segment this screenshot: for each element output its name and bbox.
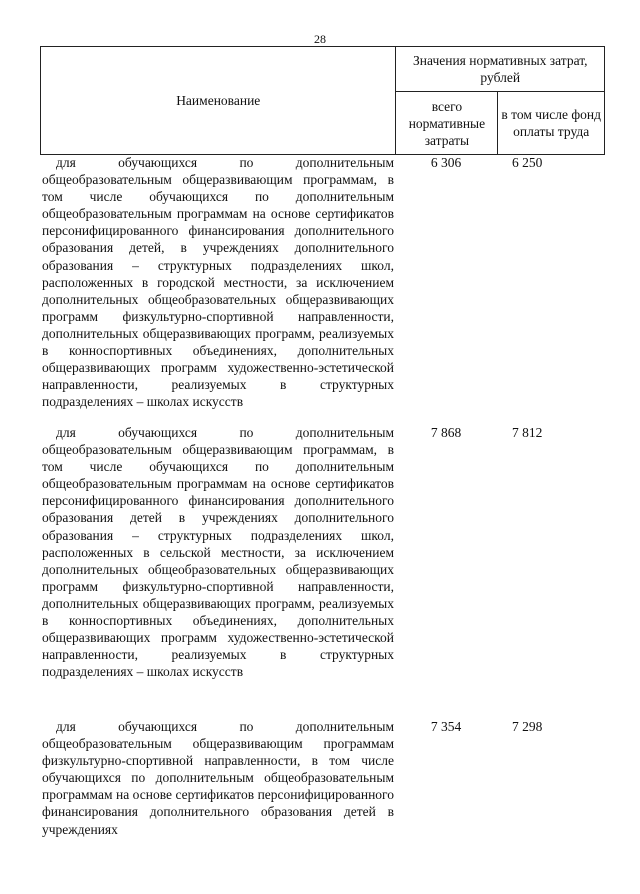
row-fund-value: 6 250 — [512, 155, 543, 170]
row-name-text: для обучающихся по дополнительным общеобразовательным общеразвивающим программам физкультурно-спортивной направленности, в том числе обучающихся по дополнительным общеобразовательным программам на основе сертификатов персонифицированного финансирования дополнительного образования детей в учреждениях — [42, 719, 394, 837]
column-header-name: Наименование — [41, 47, 396, 155]
column-header-values: Значения нормативных затрат, рублей — [396, 47, 605, 92]
row-fund-value: 7 298 — [512, 719, 543, 734]
row-name — [42, 424, 394, 680]
row-name-text: для обучающихся по дополнительным общеобразовательным общеразвивающим программам, в том числе обучающихся по дополнительным общеобразовательным программам на основе сертификатов персонифицированного финансирования дополнительного образования детей, в учреждениях дополнительного образования – структурных подразделениях школ, расположенных в городской местности, за исключением дополнительных общеобразовательных общеразвивающих программ физкультурно-спортивной направленности, дополнительных общеразвивающих программ, реализуемых в конноспортивных объединениях, дополнительных общеразвивающих программ художественно-эстетической направленности, реализуемых в структурных подразделениях – школах искусств — [42, 155, 394, 410]
row-total-value: 7 354 — [430, 719, 462, 734]
row-total-value: 7 868 — [430, 425, 462, 440]
row-name-text: для обучающихся по дополнительным общеобразовательным общеразвивающим программам, в том числе обучающихся по дополнительным общеобразовательным программам на основе сертификатов персонифицированного финансирования дополнительного образования детей в учреждениях дополнительного образования – структурных подразделениях школ, расположенных в сельской местности, за исключением дополнительных общеобразовательных общеразвивающих программ физкультурно-спортивной направленности, дополнительных общеразвивающих программ, реализуемых в конноспортивных объединениях, дополнительных общеразвивающих программ художественно-эстетической направленности, реализуемых в структурных подразделениях – школах искусств — [42, 425, 394, 680]
page-number: 28 — [314, 32, 326, 46]
row-name — [42, 718, 394, 838]
column-header-total: всего нормативные затраты — [396, 92, 498, 155]
table-header — [40, 46, 605, 155]
column-header-fund: в том числе фонд оплаты труда — [498, 92, 605, 155]
row-total-value: 6 306 — [430, 155, 462, 170]
row-fund-value: 7 812 — [512, 425, 543, 440]
row-name — [42, 154, 394, 410]
